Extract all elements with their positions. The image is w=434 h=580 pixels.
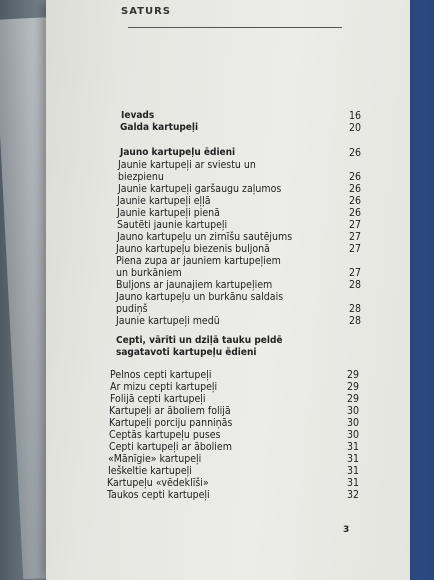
- toc-entry-page: 26: [348, 183, 361, 195]
- toc-entry-page: 30: [346, 429, 359, 441]
- toc-entry-page: 28: [348, 303, 361, 315]
- toc-entry-title: Kartupeļi ar āboliem folijā: [109, 405, 231, 417]
- toc-entry-title: «Mānīgie» kartupeļi: [108, 453, 202, 465]
- toc-entry-page: 30: [346, 417, 359, 429]
- toc-entry-title: Jaunie kartupeļi pienā: [117, 207, 220, 219]
- toc-entry-page: 32: [346, 489, 359, 501]
- toc-entry-title: Jaunie kartupeļi ar sviestu un: [118, 159, 256, 171]
- toc-entry-page: 26: [348, 147, 361, 159]
- toc-entry-title: Kartupeļi porciju panniņās: [109, 417, 233, 429]
- toc-entry-page: 29: [346, 393, 359, 405]
- page-header: SATURS: [121, 6, 172, 17]
- toc-entry-title: Pelnos cepti kartupeļi: [110, 369, 212, 381]
- toc-entry-title: Sautēti jaunie kartupeļi: [117, 219, 228, 231]
- toc-entry-title: Jaunie kartupeļi garšaugu zaļumos: [118, 183, 282, 195]
- toc-entry-title: Jauno kartupeļu un burkānu saldais: [116, 291, 284, 303]
- toc-entry-title: Folijā cepti kartupeļi: [110, 393, 206, 405]
- toc-entry-title: Jauno kartupeļu ēdieni: [120, 147, 236, 158]
- toc-entry-page: 31: [346, 453, 359, 465]
- toc-entry-title: Galda kartupeļi: [120, 122, 199, 133]
- toc-entry-page: 26: [348, 171, 361, 183]
- toc-entry-title: Cepti kartupeļi ar āboliem: [109, 441, 232, 453]
- toc-entry-title: pudiņš: [116, 303, 148, 315]
- toc-entry-title: Jaunie kartupeļi medū: [116, 315, 220, 327]
- toc-entry-page: 27: [348, 267, 361, 279]
- toc-entry-title: Buljons ar jaunajiem kartupeļiem: [116, 279, 273, 291]
- toc-entry-title: un burkāniem: [116, 267, 182, 279]
- toc-entry-page: 27: [348, 219, 361, 231]
- toc-entry-title: Kartupeļu «vēdeklīši»: [107, 477, 209, 489]
- toc-entry-page: 26: [348, 195, 361, 207]
- toc-entry-title: biezpienu: [118, 171, 164, 183]
- page-number: 3: [343, 525, 350, 535]
- toc-entry-page: 20: [348, 122, 361, 134]
- toc-entry-title: Ar mizu cepti kartupeļi: [110, 381, 218, 393]
- toc-entry-page: 30: [346, 405, 359, 417]
- toc-entry-page: 31: [346, 465, 359, 477]
- toc-entry-title: Ieškeltie kartupeļi: [108, 465, 192, 477]
- toc-entry-page: 27: [348, 231, 361, 243]
- toc-entry-title: Jauno kartupeļu un zirnīšu sautējums: [117, 231, 293, 243]
- toc-entry-title: Cepti, vārīti un dziļā tauku peldē: [116, 335, 283, 346]
- toc-entry-page: 26: [348, 207, 361, 219]
- toc-entry-title: Ievads: [121, 110, 155, 121]
- toc-entry-page: 28: [348, 279, 361, 291]
- toc-entry-title: Taukos cepti kartupeļi: [107, 489, 210, 501]
- toc-entry-title: Jauno kartupeļu biezenis buljonā: [116, 243, 270, 255]
- toc-entry-page: 29: [346, 369, 359, 381]
- toc-entry-title: Ceptās kartupeļu puses: [109, 429, 221, 441]
- toc-entry-title: Jaunie kartupeļi eļļā: [117, 195, 211, 207]
- toc-entry-page: 29: [346, 381, 359, 393]
- toc-entry-title: Piena zupa ar jauniem kartupeļiem: [116, 255, 281, 267]
- toc-entry-page: 16: [348, 110, 361, 122]
- toc-entry-page: 27: [348, 243, 361, 255]
- toc-entry-page: 31: [346, 441, 359, 453]
- toc-entry-title: sagatavoti kartupeļu ēdieni: [116, 347, 257, 358]
- toc-entry-page: 28: [348, 315, 361, 327]
- toc-entry-page: 31: [346, 477, 359, 489]
